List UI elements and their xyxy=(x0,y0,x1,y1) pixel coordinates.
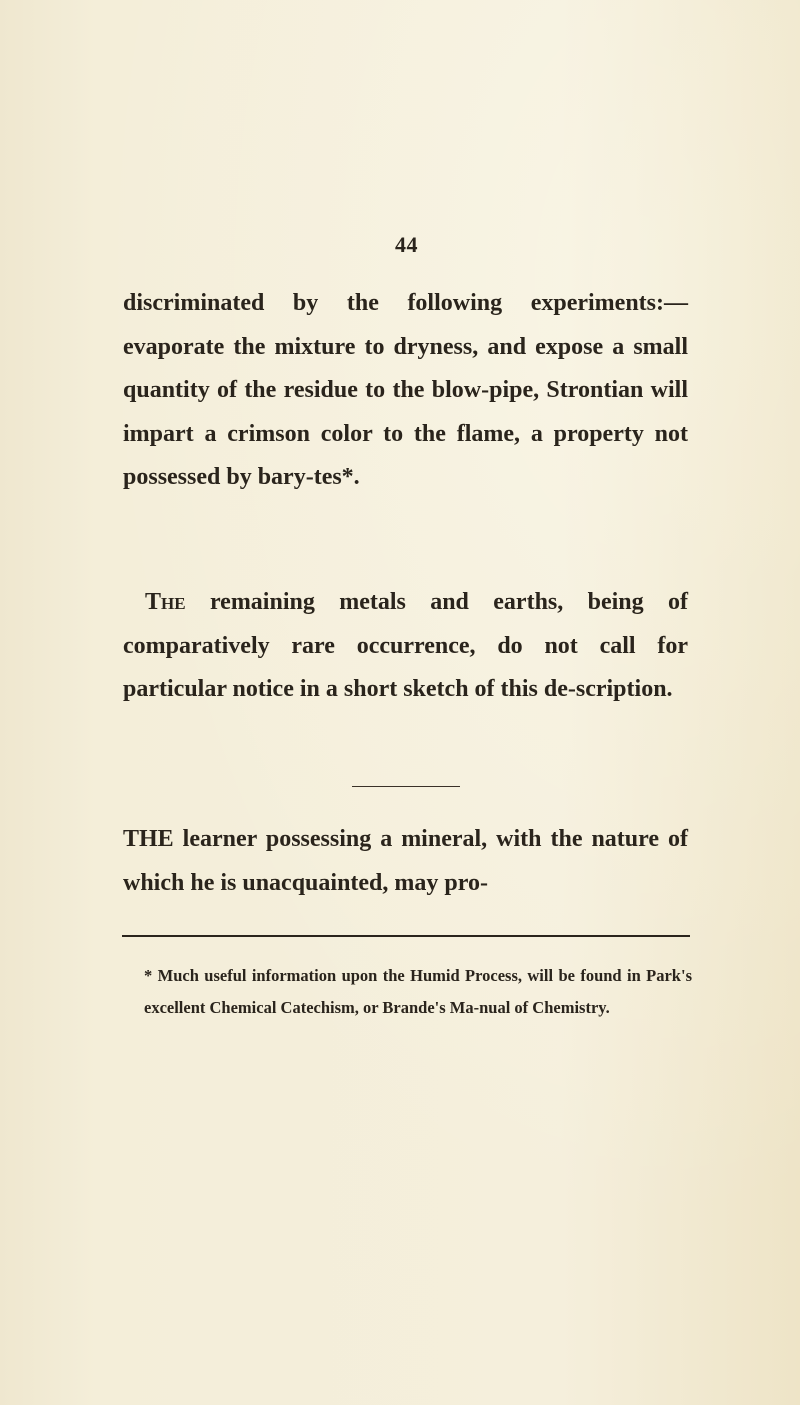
paragraph-remaining-metals-text: remaining metals and earths, being of comparatively rare occurrence, do not call for particular notice in a short sketch of this de-scription. xyxy=(123,589,688,702)
footnote-rule xyxy=(122,935,690,937)
section-divider xyxy=(352,786,460,787)
paragraph-remaining-metals xyxy=(123,581,688,712)
paragraph-learner: THE learner possessing a mineral, with the nature of which he is unacquainted, may pro- xyxy=(123,826,688,896)
paragraph-lead-word: The xyxy=(145,589,186,615)
footnote: * Much useful information upon the Humid Process, will be found in Park's excellent Chemical Catechism, or Brande's Ma-nual of Chemistry. xyxy=(144,966,692,1017)
paragraph-experiments: discriminated by the following experiments:— evaporate the mixture to dryness, and expose a small quantity of the residue to the blow-pipe, Strontian will impart a crimson color to the flame, a property not possessed by bary-tes*. xyxy=(123,290,688,490)
page-number: 44 xyxy=(395,232,418,257)
